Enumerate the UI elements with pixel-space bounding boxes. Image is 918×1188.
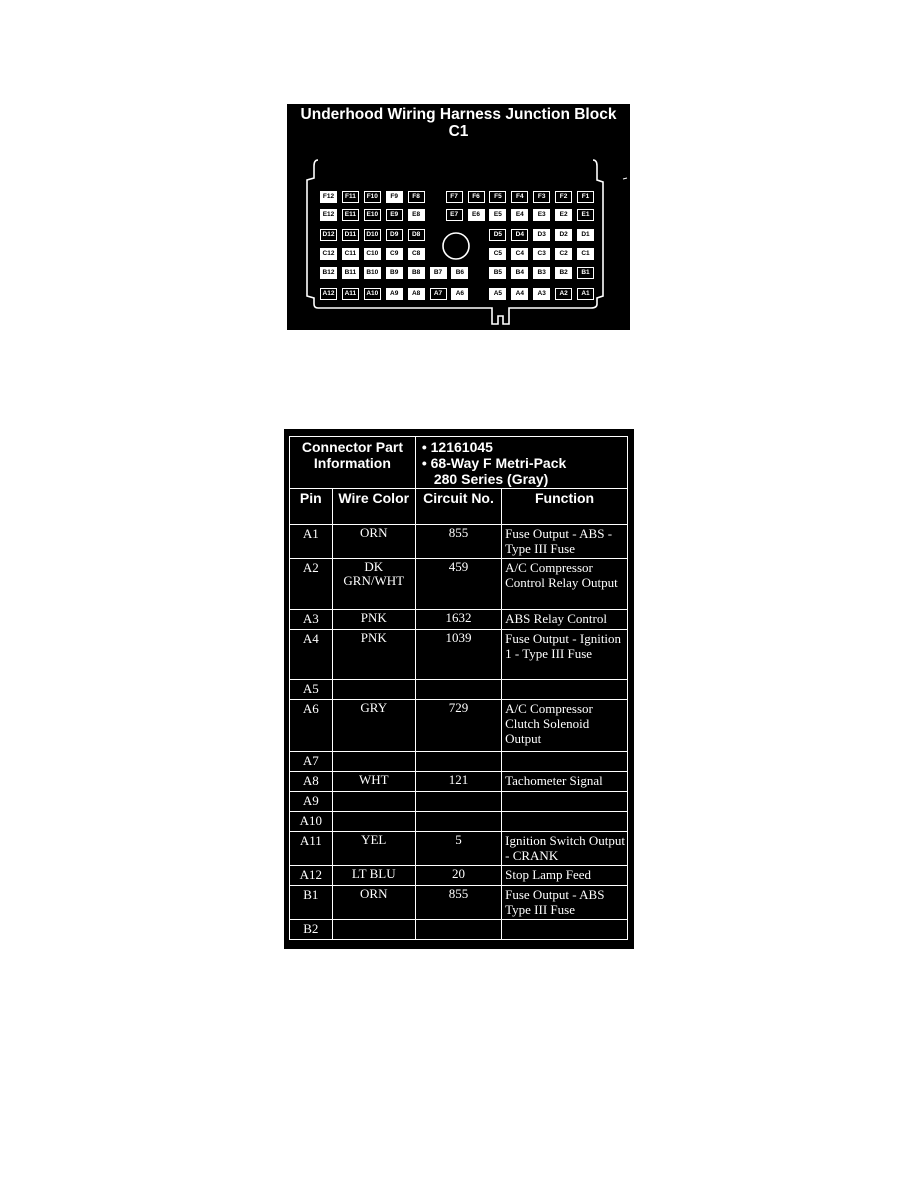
cavity-f12: F12 bbox=[320, 191, 337, 203]
table-row bbox=[290, 559, 628, 610]
cavity-f1: F1 bbox=[577, 191, 594, 203]
table-row bbox=[290, 812, 628, 832]
table-row bbox=[290, 680, 628, 700]
wire-color-cell bbox=[332, 752, 415, 772]
circuit-cell: 1632 bbox=[415, 610, 501, 630]
cavity-e2: E2 bbox=[555, 209, 572, 221]
wire-color-cell bbox=[332, 812, 415, 832]
cavity-a12: A12 bbox=[320, 288, 337, 300]
cavity-a2: A2 bbox=[555, 288, 572, 300]
function-cell bbox=[502, 812, 628, 832]
function-cell bbox=[502, 792, 628, 812]
cavity-e9: E9 bbox=[386, 209, 403, 221]
table-row bbox=[290, 886, 628, 920]
cavity-f5: F5 bbox=[489, 191, 506, 203]
cavity-d10: D10 bbox=[364, 229, 381, 241]
diagram-title-line2: C1 bbox=[448, 123, 469, 140]
part-info-list bbox=[415, 437, 627, 489]
cavity-c3: C3 bbox=[533, 248, 550, 260]
cavity-f9: F9 bbox=[386, 191, 403, 203]
connector-type: • 68-Way F Metri-Pack bbox=[421, 455, 567, 471]
table-row bbox=[290, 772, 628, 792]
table-row bbox=[290, 792, 628, 812]
pin-cell: A6 bbox=[290, 700, 333, 752]
pin-cell: A2 bbox=[290, 559, 333, 610]
cavity-c2: C2 bbox=[555, 248, 572, 260]
cavity-b1: B1 bbox=[577, 267, 594, 279]
cavity-b8: B8 bbox=[408, 267, 425, 279]
cavity-c10: C10 bbox=[364, 248, 381, 260]
cavity-d3: D3 bbox=[533, 229, 550, 241]
circuit-cell bbox=[415, 752, 501, 772]
cavity-c11: C11 bbox=[342, 248, 359, 260]
pinout-table bbox=[289, 436, 628, 940]
wire-color-cell: DK GRN/WHT bbox=[332, 559, 415, 610]
wire-color-cell: ORN bbox=[332, 525, 415, 559]
circuit-cell: 855 bbox=[415, 886, 501, 920]
cavity-b3: B3 bbox=[533, 267, 550, 279]
center-post bbox=[443, 233, 469, 259]
cavity-b12: B12 bbox=[320, 267, 337, 279]
table-row bbox=[290, 525, 628, 559]
cavity-f6: F6 bbox=[468, 191, 485, 203]
cavity-f2: F2 bbox=[555, 191, 572, 203]
table-row bbox=[290, 920, 628, 940]
cavity-a5: A5 bbox=[489, 288, 506, 300]
wire-color-cell bbox=[332, 680, 415, 700]
cavity-f4: F4 bbox=[511, 191, 528, 203]
connector-part-info-label: Connector Part Information bbox=[290, 437, 416, 489]
cavity-a10: A10 bbox=[364, 288, 381, 300]
table-row bbox=[290, 832, 628, 866]
cavity-b5: B5 bbox=[489, 267, 506, 279]
cavity-c1: C1 bbox=[577, 248, 594, 260]
function-cell: Ignition Switch Output - CRANK bbox=[502, 832, 628, 866]
cavity-e10: E10 bbox=[364, 209, 381, 221]
pin-cell: A7 bbox=[290, 752, 333, 772]
connector-series: 280 Series (Gray) bbox=[433, 471, 549, 487]
cavity-a8: A8 bbox=[408, 288, 425, 300]
function-cell: Tachometer Signal bbox=[502, 772, 628, 792]
wire-color-cell bbox=[332, 920, 415, 940]
cavity-e4: E4 bbox=[511, 209, 528, 221]
cavity-d11: D11 bbox=[342, 229, 359, 241]
table-row bbox=[290, 752, 628, 772]
part-number: • 12161045 bbox=[421, 439, 493, 455]
cavity-f7: F7 bbox=[446, 191, 463, 203]
cavity-f3: F3 bbox=[533, 191, 550, 203]
pin-cell: A9 bbox=[290, 792, 333, 812]
pin-cell: A3 bbox=[290, 610, 333, 630]
table-row bbox=[290, 700, 628, 752]
cavity-d8: D8 bbox=[408, 229, 425, 241]
table-row bbox=[290, 630, 628, 680]
cavity-a3: A3 bbox=[533, 288, 550, 300]
function-cell bbox=[502, 680, 628, 700]
function-cell bbox=[502, 920, 628, 940]
function-cell: Fuse Output - ABS - Type III Fuse bbox=[502, 525, 628, 559]
cavity-d9: D9 bbox=[386, 229, 403, 241]
circuit-cell: 729 bbox=[415, 700, 501, 752]
diagram-title-line1: Underhood Wiring Harness Junction Block bbox=[300, 106, 617, 123]
pinout-table-panel bbox=[284, 429, 634, 949]
cavity-b6: B6 bbox=[451, 267, 468, 279]
cavity-b9: B9 bbox=[386, 267, 403, 279]
cavity-b11: B11 bbox=[342, 267, 359, 279]
cavity-a1: A1 bbox=[577, 288, 594, 300]
wire-color-cell: YEL bbox=[332, 832, 415, 866]
cavity-b10: B10 bbox=[364, 267, 381, 279]
function-cell: Stop Lamp Feed bbox=[502, 866, 628, 886]
wire-color-cell: PNK bbox=[332, 630, 415, 680]
cavity-a6: A6 bbox=[451, 288, 468, 300]
pin-cell: A1 bbox=[290, 525, 333, 559]
pin-cell: A11 bbox=[290, 832, 333, 866]
cavity-a7: A7 bbox=[430, 288, 447, 300]
pin-cell: A12 bbox=[290, 866, 333, 886]
wire-color-cell: ORN bbox=[332, 886, 415, 920]
cavity-c4: C4 bbox=[511, 248, 528, 260]
part-info-row bbox=[290, 437, 628, 489]
cavity-e1: E1 bbox=[577, 209, 594, 221]
table-row bbox=[290, 610, 628, 630]
column-header-row bbox=[290, 489, 628, 525]
header-function: Function bbox=[502, 489, 628, 525]
wire-color-cell bbox=[332, 792, 415, 812]
connector-diagram bbox=[287, 104, 630, 330]
function-cell: Fuse Output - Ignition 1 - Type III Fuse bbox=[502, 630, 628, 680]
circuit-cell bbox=[415, 680, 501, 700]
circuit-cell: 459 bbox=[415, 559, 501, 610]
cavity-a4: A4 bbox=[511, 288, 528, 300]
circuit-cell: 5 bbox=[415, 832, 501, 866]
pin-cell: A5 bbox=[290, 680, 333, 700]
function-cell bbox=[502, 752, 628, 772]
cavity-e6: E6 bbox=[468, 209, 485, 221]
pin-cell: A4 bbox=[290, 630, 333, 680]
cavity-b7: B7 bbox=[430, 267, 447, 279]
pin-cell: B1 bbox=[290, 886, 333, 920]
cavity-a11: A11 bbox=[342, 288, 359, 300]
cavity-e11: E11 bbox=[342, 209, 359, 221]
function-cell: Fuse Output - ABS Type III Fuse bbox=[502, 886, 628, 920]
cavity-d2: D2 bbox=[555, 229, 572, 241]
cavity-d4: D4 bbox=[511, 229, 528, 241]
header-circuit-no: Circuit No. bbox=[415, 489, 501, 525]
header-pin: Pin bbox=[290, 489, 333, 525]
function-cell: A/C Compressor Clutch Solenoid Output bbox=[502, 700, 628, 752]
function-cell: A/C Compressor Control Relay Output bbox=[502, 559, 628, 610]
cavity-f10: F10 bbox=[364, 191, 381, 203]
cavity-c5: C5 bbox=[489, 248, 506, 260]
cavity-e8: E8 bbox=[408, 209, 425, 221]
cavity-d12: D12 bbox=[320, 229, 337, 241]
circuit-cell bbox=[415, 792, 501, 812]
function-cell: ABS Relay Control bbox=[502, 610, 628, 630]
cavity-a9: A9 bbox=[386, 288, 403, 300]
pin-cell: B2 bbox=[290, 920, 333, 940]
cavity-e12: E12 bbox=[320, 209, 337, 221]
cavity-e5: E5 bbox=[489, 209, 506, 221]
wire-color-cell: LT BLU bbox=[332, 866, 415, 886]
table-row bbox=[290, 866, 628, 886]
cavity-d5: D5 bbox=[489, 229, 506, 241]
circuit-cell: 20 bbox=[415, 866, 501, 886]
pin-cell: A8 bbox=[290, 772, 333, 792]
wire-color-cell: GRY bbox=[332, 700, 415, 752]
circuit-cell: 121 bbox=[415, 772, 501, 792]
circuit-cell bbox=[415, 812, 501, 832]
cavity-c9: C9 bbox=[386, 248, 403, 260]
circuit-cell: 1039 bbox=[415, 630, 501, 680]
cavity-d1: D1 bbox=[577, 229, 594, 241]
cavity-f8: F8 bbox=[408, 191, 425, 203]
cavity-b2: B2 bbox=[555, 267, 572, 279]
cavity-e3: E3 bbox=[533, 209, 550, 221]
cavity-e7: E7 bbox=[446, 209, 463, 221]
pin-cell: A10 bbox=[290, 812, 333, 832]
header-wire-color: Wire Color bbox=[332, 489, 415, 525]
cavity-c12: C12 bbox=[320, 248, 337, 260]
cavity-f11: F11 bbox=[342, 191, 359, 203]
wire-color-cell: PNK bbox=[332, 610, 415, 630]
circuit-cell bbox=[415, 920, 501, 940]
cavity-b4: B4 bbox=[511, 267, 528, 279]
cavity-c8: C8 bbox=[408, 248, 425, 260]
circuit-cell: 855 bbox=[415, 525, 501, 559]
wire-color-cell: WHT bbox=[332, 772, 415, 792]
